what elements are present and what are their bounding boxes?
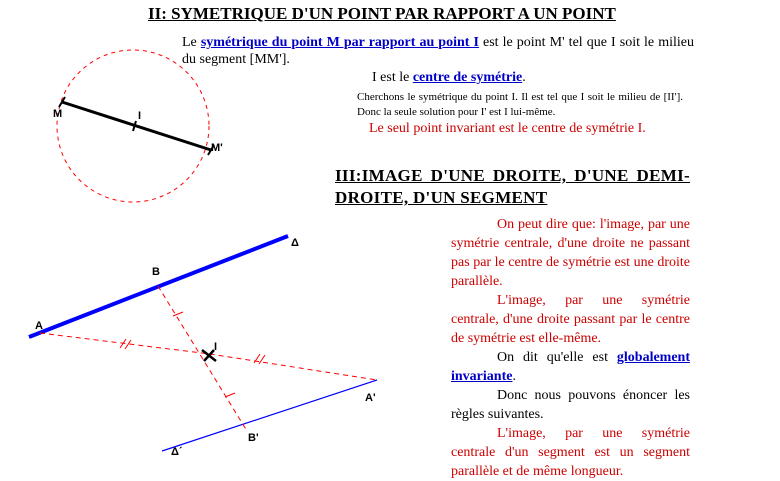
center-suffix: . bbox=[522, 70, 526, 85]
paragraph-rules: Donc nous pouvons énoncer les règles suivantes. bbox=[451, 388, 690, 422]
figure-line-symmetry bbox=[29, 236, 377, 458]
invariant-prefix: On dit qu'elle est bbox=[497, 350, 617, 365]
center-prefix: I est le bbox=[372, 70, 413, 85]
center-term: centre de symétrie bbox=[412, 70, 523, 85]
figure-point-symmetry bbox=[53, 50, 223, 202]
label-Bp: B' bbox=[248, 432, 259, 444]
search-note: Cherchons le symétrique du point I. Il est tel que I soit le milieu de [II']. Donc la seule solution pour I' est I lui-même. bbox=[357, 91, 683, 118]
paragraph-self-image: L'image, par une symétrie centrale, d'une droite passant par le centre de symétrie est elle-même. bbox=[451, 293, 690, 346]
definition-suffix: est le point M' tel que I soit le milieu du segment [MM']. bbox=[182, 35, 694, 67]
invariant-suffix: . bbox=[512, 369, 516, 384]
label-delta-prime: Δ´ bbox=[171, 446, 183, 458]
invariant-note: Le seul point invariant est le centre de symétrie I. bbox=[369, 121, 646, 136]
segment-MMp bbox=[62, 102, 211, 150]
definition-term: symétrique du point M par rapport au point I bbox=[200, 35, 479, 50]
label-I2: I bbox=[214, 341, 218, 353]
equal-marks bbox=[120, 312, 265, 397]
label-delta: Δ bbox=[291, 237, 299, 249]
label-Mp: M' bbox=[211, 142, 223, 154]
label-A: A bbox=[35, 320, 43, 332]
invariant-term: globalement invariante bbox=[451, 350, 690, 384]
section-3-title: III:IMAGE D'UNE DROITE, D'UNE DEMI-DROITE, D'UN SEGMENT bbox=[335, 166, 690, 207]
label-Ap: A' bbox=[365, 392, 376, 404]
label-M: M bbox=[53, 108, 63, 120]
section-2-title: II: SYMETRIQUE D'UN POINT PAR RAPPORT A UN POINT bbox=[148, 4, 616, 23]
label-B: B bbox=[152, 266, 160, 278]
line-delta-prime bbox=[162, 380, 377, 451]
dashed-BBp bbox=[158, 286, 247, 431]
paragraph-parallel-image: On peut dire que: l'image, par une symétrie centrale, d'une droite ne passant pas par le centre de symétrie est une droite parallèle. bbox=[451, 217, 690, 289]
definition-prefix: Le bbox=[182, 35, 201, 50]
label-I: I bbox=[138, 110, 142, 122]
paragraph-segment-rule: L'image, par une symétrie centrale d'un segment est un segment parallèle et de même longueur. bbox=[451, 426, 690, 479]
